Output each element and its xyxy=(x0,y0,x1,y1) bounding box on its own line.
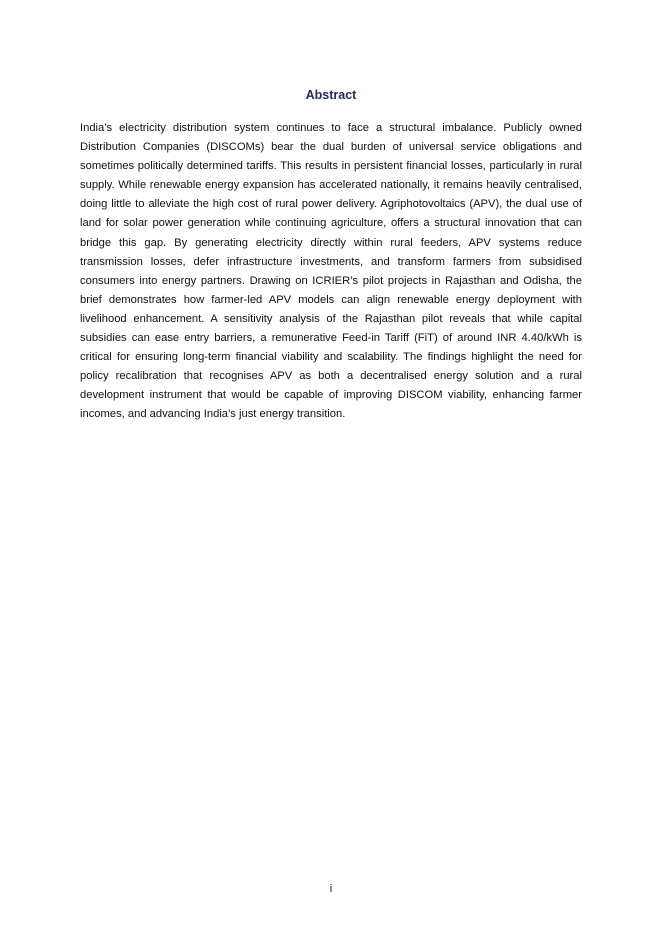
abstract-paragraph: India’s electricity distribution system continues to face a structural imbalance. Publicly owned Distribution Companies (DISCOMs) bear the dual burden of universal service obligations and sometimes politically determined tariffs. This results in persistent financial losses, particularly in rural supply. While renewable energy expansion has accelerated nationally, it remains heavily centralised, doing little to alleviate the high cost of rural power delivery. Agriphotovoltaics (APV), the dual use of land for solar power generation while continuing agriculture, offers a structural innovation that can bridge this gap. By generating electricity directly within rural feeders, APV systems reduce transmission losses, defer infrastructure investments, and transform farmers from subsidised consumers into energy partners. Drawing on ICRIER’s pilot projects in Rajasthan and Odisha, the brief demonstrates how farmer-led APV models can align renewable energy deployment with livelihood enhancement. A sensitivity analysis of the Rajasthan pilot reveals that while capital subsidies can ease entry barriers, a remunerative Feed-in Tariff (FiT) of around INR 4.40/kWh is critical for ensuring long-term financial viability and scalability. The findings highlight the need for policy recalibration that recognises APV as both a decentralised energy solution and a rural development instrument that would be capable of improving DISCOM viability, enhancing farmer incomes, and advancing India’s just energy transition. xyxy=(80,122,582,421)
page-number: i xyxy=(329,883,333,895)
abstract-heading: Abstract xyxy=(305,88,357,102)
